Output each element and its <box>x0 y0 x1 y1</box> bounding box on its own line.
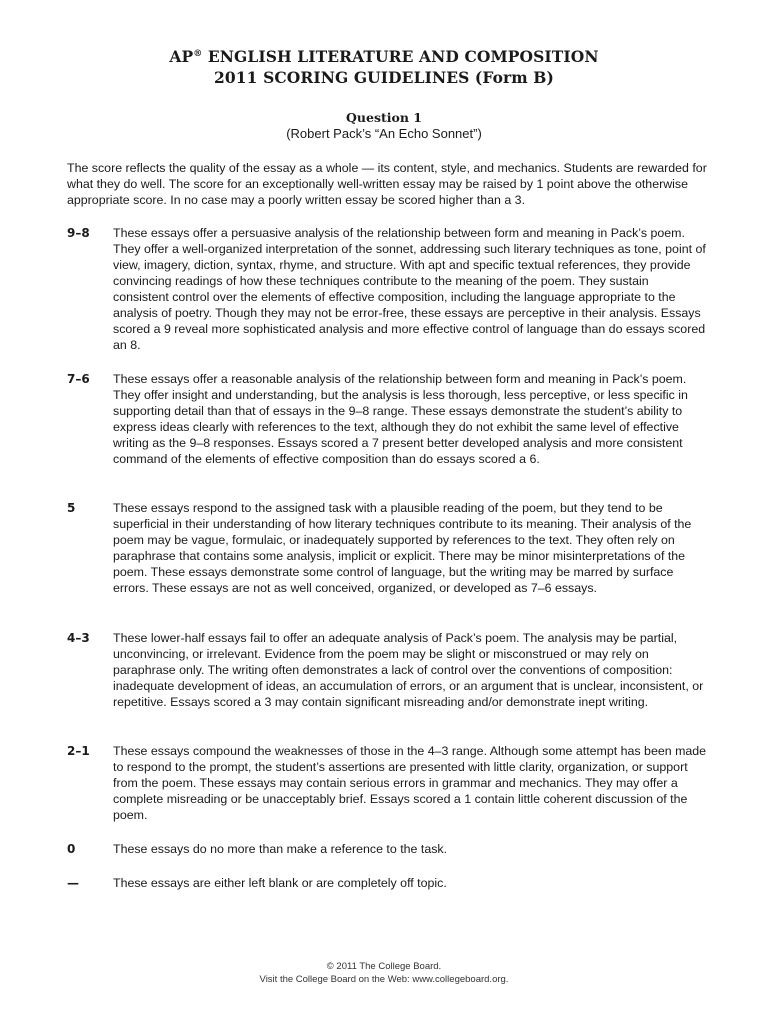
score-description: These essays do no more than make a reference to the task. <box>113 842 448 856</box>
header-course: ENGLISH LITERATURE AND COMPOSITION <box>202 47 599 66</box>
rubric-row-blank <box>67 875 707 891</box>
score-label: 4–3 <box>67 631 90 645</box>
header-ap: AP <box>169 47 194 66</box>
score-label: — <box>67 876 79 890</box>
score-description: These essays compound the weaknesses of those in the 4–3 range. Although some attempt has been made to respond to the prompt, the student’s assertions are presented with little clarity, organization, or support from the poem. These essays may contain serious errors in grammar and mechanics. They may offer a complete misreading or be unacceptably brief. Essays scored a 1 contain little coherent discussion of the poem. <box>113 744 707 822</box>
footer-copyright: © 2011 The College Board. <box>326 961 442 972</box>
document-header <box>0 46 768 88</box>
score-description: These essays respond to the assigned task with a plausible reading of the poem, but they tend to be superficial in their understanding of how literary techniques contribute to its meaning. Their analysis of the poem may be vague, formulaic, or inadequately supported by references to the text. They often rely on paraphrase that contains some analysis, implicit or explicit. There may be minor misinterpretations of the poem. These essays demonstrate some control of language, but the writing may be marred by surface errors. These essays are not as well conceived, organized, or developed as 7–6 essays. <box>113 501 692 595</box>
header-subtitle: 2011 SCORING GUIDELINES (Form B) <box>214 68 554 87</box>
footer-website: Visit the College Board on the Web: www.collegeboard.org. <box>259 974 509 985</box>
score-label: 5 <box>67 501 76 515</box>
score-label: 7–6 <box>67 372 90 386</box>
intro-paragraph: The score reflects the quality of the essay as a whole — its content, style, and mechanics. Students are rewarded for what they do well. The score for an exceptionally well-written essay may be raised by 1 point above the otherwise appropriate score. In no case may a poorly written essay be scored higher than a 3. <box>67 161 707 207</box>
score-description: These lower-half essays fail to offer an adequate analysis of Pack’s poem. The analysis may be partial, unconvincing, or irrelevant. Evidence from the poem may be slight or misconstrued or may rely on paraphrase only. The writing often demonstrates a lack of control over the conventions of composition: inadequate development of ideas, an accumulation of errors, or an argument that is unclear, inconsistent, or repetitive. Essays scored a 3 may contain significant misreading and/or demonstrate inept writing. <box>113 631 704 709</box>
score-description: These essays are either left blank or are completely off topic. <box>113 876 447 890</box>
rubric-row-0 <box>67 841 707 857</box>
rubric-row-2-1 <box>67 743 707 823</box>
rubric-row-4-3 <box>67 630 707 710</box>
score-description: These essays offer a reasonable analysis of the relationship between form and meaning in Pack’s poem. They offer insight and understanding, but the analysis is less thorough, less perceptive, or less specific in supporting detail than that of essays in the 9–8 range. These essays demonstrate the student’s ability to express ideas clearly with references to the text, although they do not exhibit the same level of effective writing as the 9–8 responses. Essays scored a 7 present better developed analysis and more consistent command of the elements of effective composition than do essays scored a 6. <box>113 372 688 466</box>
score-label: 2–1 <box>67 744 90 758</box>
score-description: These essays offer a persuasive analysis of the relationship between form and meaning in Pack’s poem. They offer a well-organized interpretation of the sonnet, addressing such literary techniques as tone, point of view, imagery, diction, syntax, rhyme, and structure. With apt and specific textual references, they provide convincing readings of how these techniques contribute to the meaning of the poem. They sustain consistent control over the elements of effective composition, including the language appropriate to the analysis of poetry. Though they may not be error-free, these essays are perceptive in their analysis. Essays scored a 9 reveal more sophisticated analysis and more effective control of language than do essays scored an 8. <box>113 226 706 352</box>
rubric-row-5 <box>67 500 707 596</box>
score-label: 9–8 <box>67 226 90 240</box>
registered-mark: ® <box>193 49 203 59</box>
rubric-row-7-6 <box>67 371 707 467</box>
question-subtitle: (Robert Pack’s “An Echo Sonnet”) <box>286 126 482 141</box>
header-title <box>0 46 768 67</box>
rubric-row-9-8 <box>67 225 707 353</box>
question-title: Question 1 <box>346 110 422 125</box>
page-footer <box>0 960 768 986</box>
score-label: 0 <box>67 842 76 856</box>
